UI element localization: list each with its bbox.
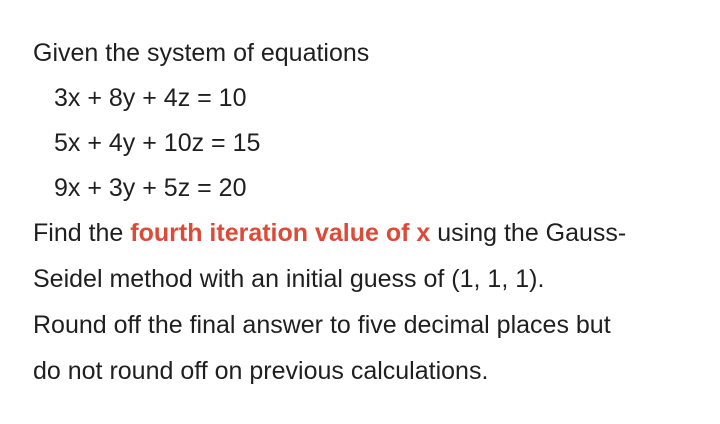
question-text-before: Find the [33, 219, 131, 247]
equation-1: 3x + 8y + 4z = 10 [54, 84, 247, 112]
question-line-3: Round off the final answer to five decimal places but [33, 311, 611, 339]
question-line-4: do not round off on previous calculations. [33, 357, 489, 385]
problem-question [33, 210, 703, 394]
question-line-1 [33, 210, 703, 256]
question-line-2: Seidel method with an initial guess of (1, 1, 1). [33, 265, 545, 293]
highlighted-phrase: fourth iteration value of x [130, 219, 431, 247]
equation-2: 5x + 4y + 10z = 15 [54, 129, 261, 157]
problem-document [33, 39, 703, 394]
problem-intro: Given the system of equations [33, 39, 370, 67]
question-text-after: using the Gauss- [430, 219, 627, 247]
equation-3: 9x + 3y + 5z = 20 [54, 174, 247, 202]
